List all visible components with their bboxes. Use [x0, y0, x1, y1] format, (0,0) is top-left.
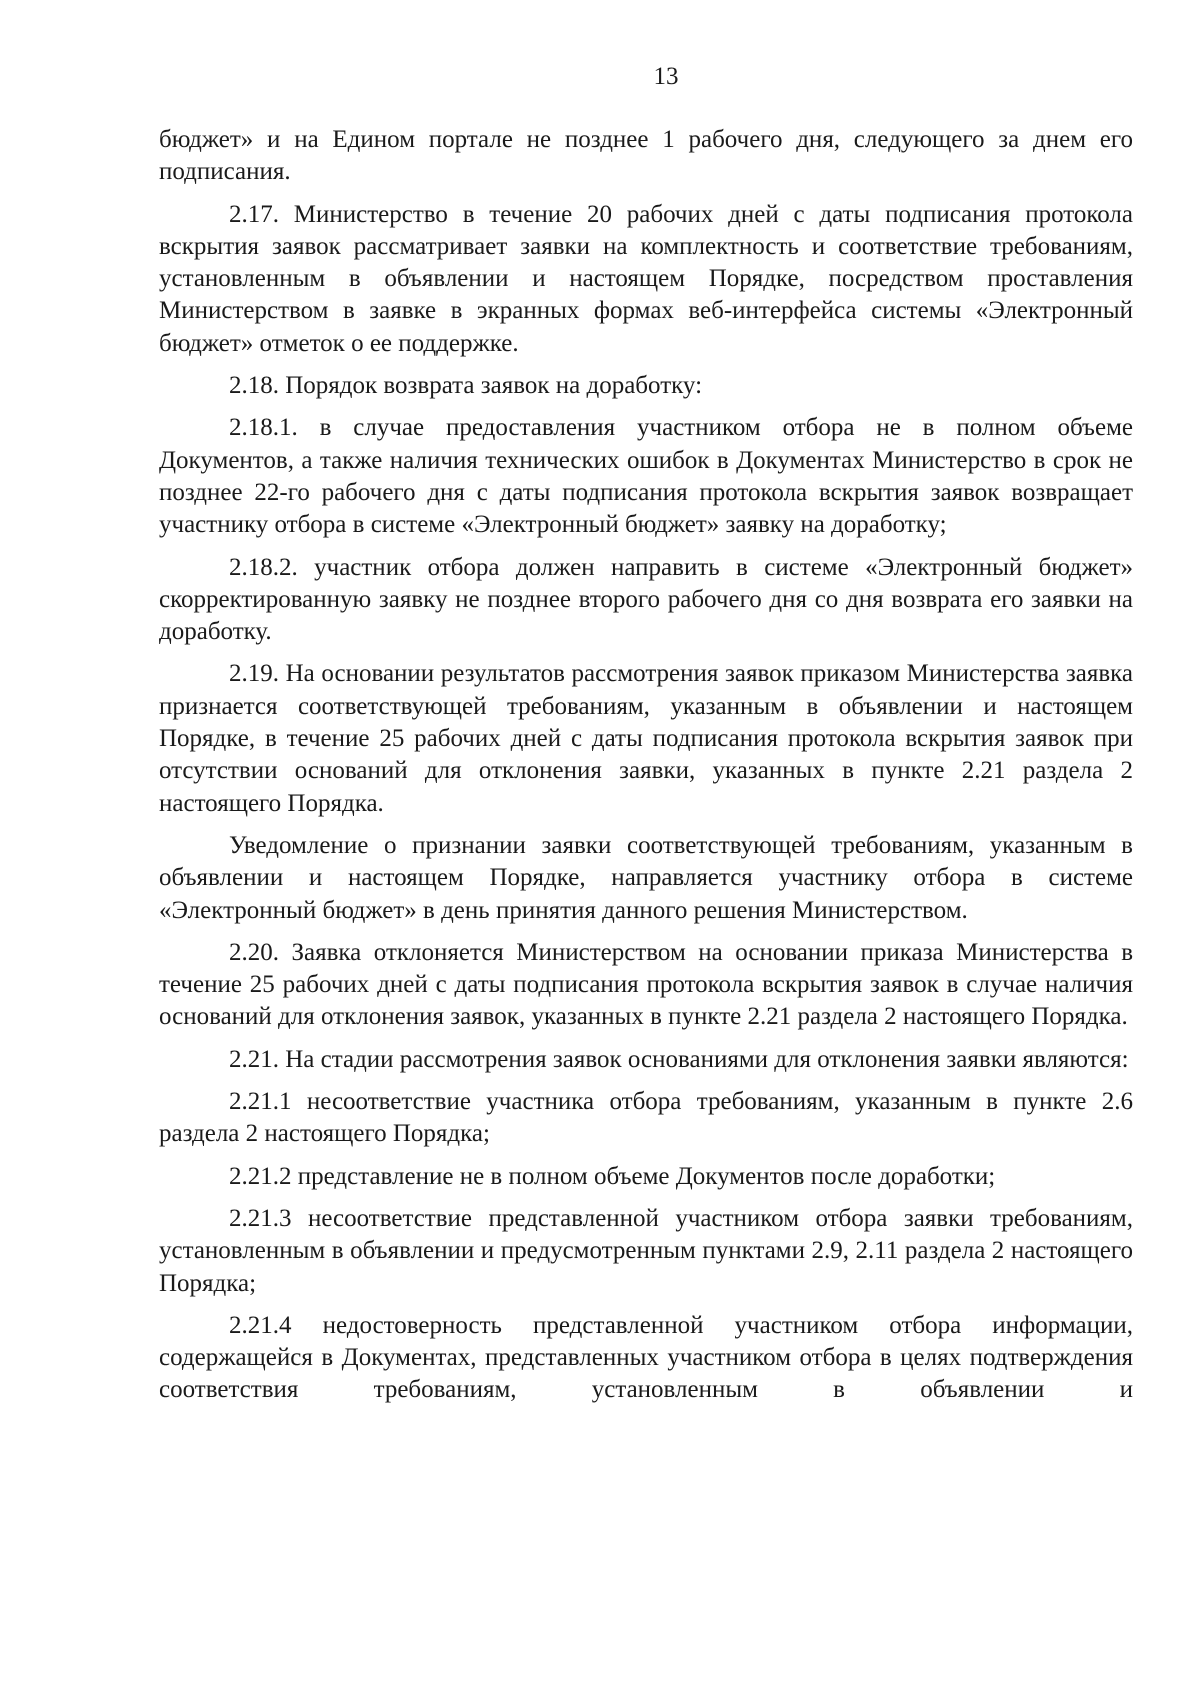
paragraph-continuation: бюджет» и на Едином портале не позднее 1 рабочего дня, следующего за днем его подписания.: [159, 126, 1133, 186]
paragraph-notice: Уведомление о признании заявки соответствующей требованиям, указанным в объявлении и настоящем Порядке, направляется участнику отбора в системе «Электронный бюджет» в день принятия данного решения Министерством.: [159, 831, 1133, 924]
paragraph-2-18-2: 2.18.2. участник отбора должен направить в системе «Электронный бюджет» скорректированную заявку не позднее второго рабочего дня со дня возврата его заявки на доработку.: [159, 553, 1133, 646]
paragraph-2-19: 2.19. На основании результатов рассмотрения заявок приказом Министерства заявка признается соответствующей требованиям, указанным в объявлении и настоящем Порядке, в течение 25 рабочих дней с даты подписания протокола вскрытия заявок при отсутствии оснований для отклонения заявки, указанных в пункте 2.21 раздела 2 настоящего Порядка.: [159, 660, 1133, 817]
paragraph-2-21-1: 2.21.1 несоответствие участника отбора требованиям, указанным в пункте 2.6 раздела 2 настоящего Порядка;: [159, 1088, 1133, 1148]
document-body: [159, 124, 1133, 1417]
paragraph-2-17: 2.17. Министерство в течение 20 рабочих дней с даты подписания протокола вскрытия заявок рассматривает заявки на комплектность и соответствие требованиям, установленным в объявлении и настоящем Порядке, посредством проставления Министерством в заявке в экранных формах веб-интерфейса системы «Электронный бюджет» отметок о ее поддержке.: [159, 200, 1133, 357]
paragraph-2-18: 2.18. Порядок возврата заявок на доработку:: [229, 372, 703, 400]
paragraph-2-21-4: 2.21.4 недостоверность представленной участником отбора информации, содержащейся в Документах, представленных участником отбора в целях подтверждения соответствия требованиям, установленным в объявлении и: [159, 1311, 1133, 1404]
paragraph-2-18-1: 2.18.1. в случае предоставления участником отбора не в полном объеме Документов, а также наличия технических ошибок в Документах Министерство в срок не позднее 22-го рабочего дня с даты подписания протокола вскрытия заявок возвращает участнику отбора в системе «Электронный бюджет» заявку на доработку;: [159, 414, 1133, 539]
paragraph-2-21-2: 2.21.2 представление не в полном объеме Документов после доработки;: [229, 1162, 996, 1190]
paragraph-2-21-3: 2.21.3 несоответствие представленной участником отбора заявки требованиям, установленным в объявлении и предусмотренным пунктами 2.9, 2.11 раздела 2 настоящего Порядка;: [159, 1204, 1133, 1297]
page-number: 13: [653, 63, 679, 90]
paragraph-2-21: 2.21. На стадии рассмотрения заявок основаниями для отклонения заявки являются:: [229, 1045, 1129, 1073]
paragraph-2-20: 2.20. Заявка отклоняется Министерством на основании приказа Министерства в течение 25 рабочих дней с даты подписания протокола вскрытия заявок в случае наличия оснований для отклонения заявок, указанных в пункте 2.21 раздела 2 настоящего Порядка.: [159, 938, 1133, 1031]
